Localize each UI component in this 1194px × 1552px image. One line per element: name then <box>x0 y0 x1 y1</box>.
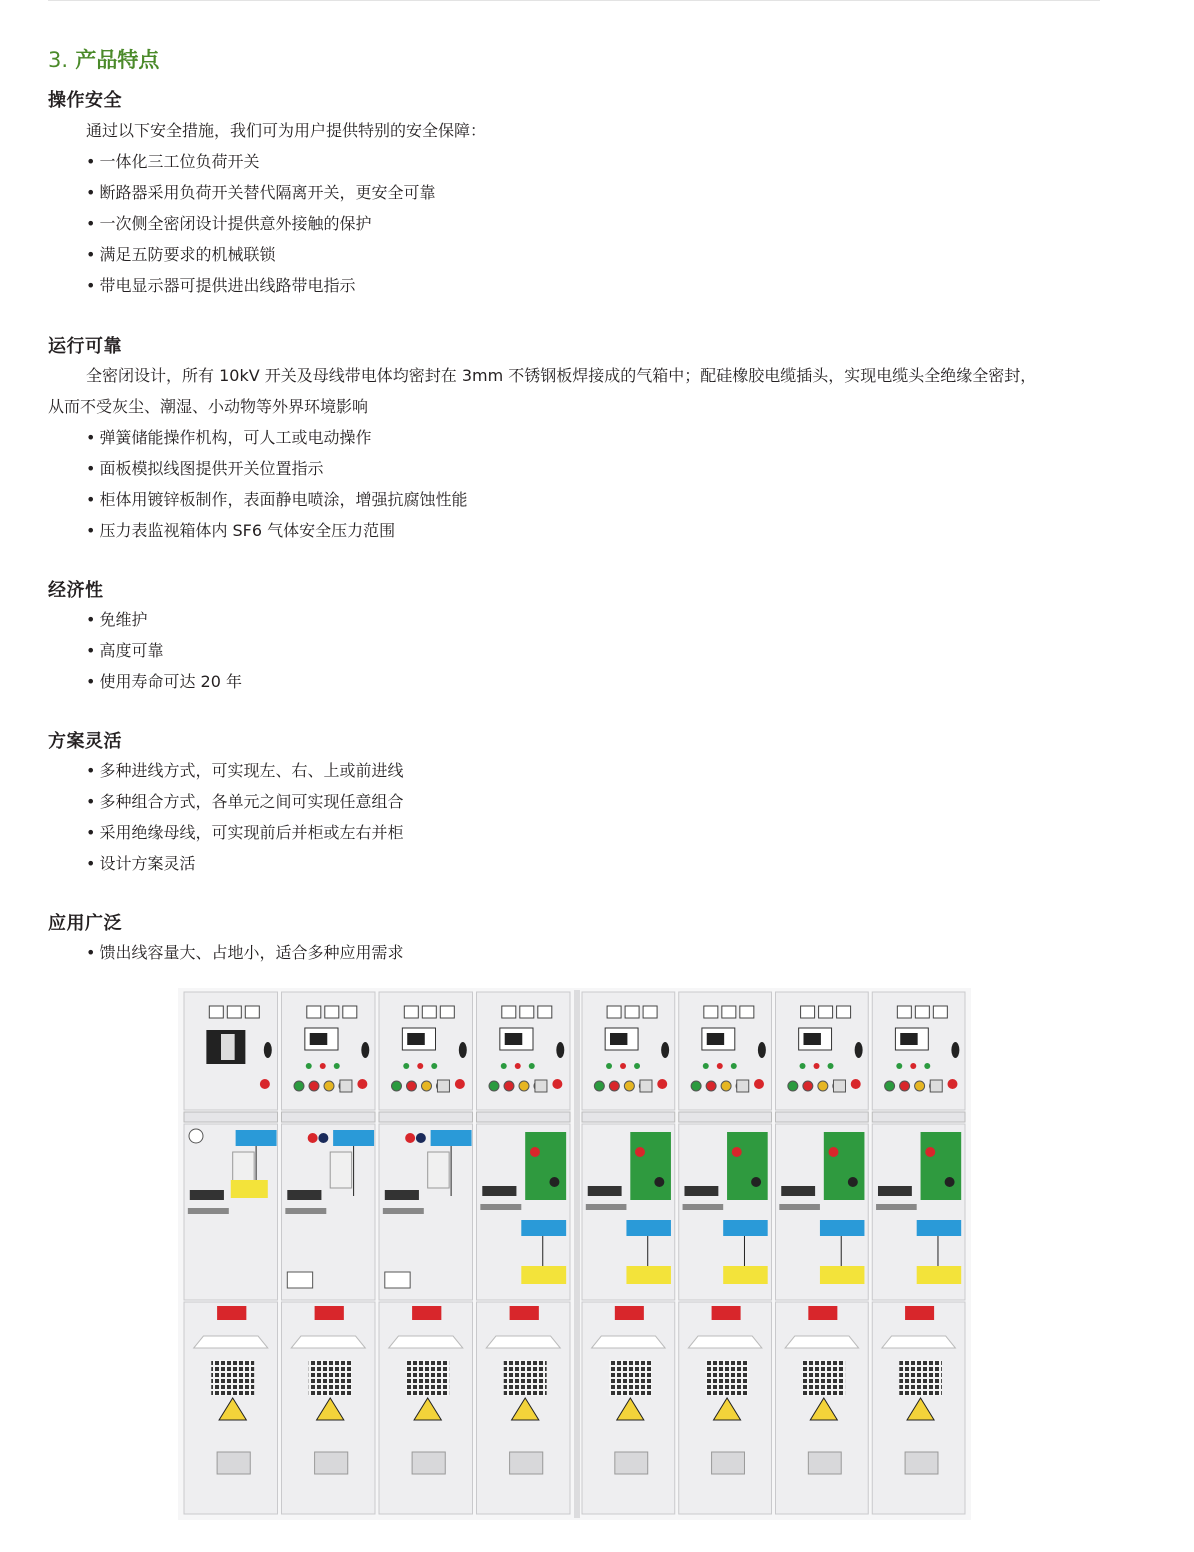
bullet: • 柜体用镀锌板制作，表面静电喷涂，增强抗腐蚀性能 <box>86 487 467 510</box>
position-indicator <box>482 1186 516 1196</box>
bullet: • 一体化三工位负荷开关 <box>86 149 259 172</box>
door-handle <box>951 1042 959 1058</box>
selector-switch <box>340 1080 352 1092</box>
equipment-nameplate <box>905 1452 938 1474</box>
bullet: • 免维护 <box>86 607 147 630</box>
door-handle <box>459 1042 467 1058</box>
nameplate-strip <box>383 1208 424 1214</box>
door-handle <box>661 1042 669 1058</box>
control-button <box>788 1081 798 1091</box>
danger-sign <box>712 1306 741 1320</box>
cabinet <box>776 992 869 1514</box>
status-indicator <box>828 1147 838 1157</box>
heading-flexible-scheme: 方案灵活 <box>48 731 122 752</box>
status-indicator <box>308 1133 318 1143</box>
indicator-lamp <box>814 1063 820 1069</box>
indicator-lamp <box>910 1063 916 1069</box>
selector-switch <box>535 1080 547 1092</box>
test-socket <box>385 1272 410 1288</box>
meter-icon <box>897 1006 911 1018</box>
label-strip <box>872 1112 965 1122</box>
warning-plate <box>820 1266 865 1284</box>
operating-shaft <box>945 1177 955 1187</box>
ventilation-grille <box>504 1360 547 1396</box>
nameplate-strip <box>586 1204 627 1210</box>
cabinet <box>582 992 675 1514</box>
position-indicator <box>781 1186 815 1196</box>
control-button <box>915 1081 925 1091</box>
load-switch-plate <box>431 1130 472 1146</box>
indicator-lamp <box>620 1063 626 1069</box>
label-strip <box>582 1112 675 1122</box>
cabinet <box>477 992 571 1514</box>
mimic-diagram-plate <box>727 1132 768 1200</box>
meter-icon <box>227 1006 241 1018</box>
cabinet-row <box>184 990 965 1518</box>
danger-sign <box>412 1306 441 1320</box>
operating-shaft <box>654 1177 664 1187</box>
indicator-lamp <box>703 1063 709 1069</box>
emergency-button <box>754 1079 764 1089</box>
danger-sign <box>217 1306 246 1320</box>
control-button <box>885 1081 895 1091</box>
position-indicator <box>287 1190 321 1200</box>
cabinet <box>184 992 278 1514</box>
meter-icon <box>422 1006 436 1018</box>
bullet: • 馈出线容量大、占地小，适合多种应用需求 <box>86 940 403 963</box>
position-indicator <box>385 1190 419 1200</box>
indicator-lamp <box>417 1063 423 1069</box>
earthing-plate <box>820 1220 865 1236</box>
bullet: • 带电显示器可提供进出线路带电指示 <box>86 273 355 296</box>
cabinet <box>379 992 473 1514</box>
nameplate-strip <box>285 1208 326 1214</box>
status-indicator <box>530 1147 540 1157</box>
door-handle <box>556 1042 564 1058</box>
label-strip <box>776 1112 869 1122</box>
bullet: • 压力表监视箱体内 SF6 气体安全压力范围 <box>86 518 395 541</box>
meter-icon <box>209 1006 223 1018</box>
indicator-lamp <box>306 1063 312 1069</box>
nameplate-strip <box>480 1204 521 1210</box>
status-indicator <box>635 1147 645 1157</box>
equipment-nameplate <box>315 1452 348 1474</box>
emergency-button <box>455 1079 465 1089</box>
indicator-lamp <box>800 1063 806 1069</box>
emergency-button <box>552 1079 562 1089</box>
heading-reliable-operation: 运行可靠 <box>48 336 122 357</box>
meter-icon <box>915 1006 929 1018</box>
meter-icon <box>933 1006 947 1018</box>
emergency-button <box>357 1079 367 1089</box>
control-button <box>519 1081 529 1091</box>
meter-icon <box>625 1006 639 1018</box>
control-button <box>294 1081 304 1091</box>
lifting-handle <box>291 1336 365 1348</box>
label-strip <box>379 1112 473 1122</box>
position-indicator <box>878 1186 912 1196</box>
indicator-lamp <box>501 1063 507 1069</box>
warning-plate <box>917 1266 962 1284</box>
equipment-nameplate <box>412 1452 445 1474</box>
control-button <box>803 1081 813 1091</box>
emergency-button <box>947 1079 957 1089</box>
earthing-plate <box>917 1220 962 1236</box>
label-strip <box>184 1112 278 1122</box>
indicator-lamp <box>334 1063 340 1069</box>
lifting-handle <box>785 1336 859 1348</box>
intro-reliable-line2: 从而不受灰尘、潮湿、小动物等外界环境影响 <box>48 397 369 416</box>
meter-icon <box>440 1006 454 1018</box>
heading-operation-safety: 操作安全 <box>48 90 122 111</box>
control-button <box>489 1081 499 1091</box>
danger-sign <box>808 1306 837 1320</box>
indicator-lamp <box>529 1063 535 1069</box>
meter-icon <box>404 1006 418 1018</box>
indicator-lamp <box>924 1063 930 1069</box>
earthing-plate <box>723 1220 768 1236</box>
meter-icon <box>325 1006 339 1018</box>
indicator-lamp <box>320 1063 326 1069</box>
lifting-handle <box>194 1336 268 1348</box>
switchgear-cabinet-photo <box>178 988 971 1520</box>
status-indicator <box>416 1133 426 1143</box>
danger-sign <box>615 1306 644 1320</box>
heading-wide-application: 应用广泛 <box>48 913 122 934</box>
meter-icon <box>607 1006 621 1018</box>
control-button <box>721 1081 731 1091</box>
cabinet <box>282 992 376 1514</box>
door-handle <box>361 1042 369 1058</box>
nameplate-strip <box>779 1204 820 1210</box>
equipment-nameplate <box>712 1452 745 1474</box>
emergency-button <box>851 1079 861 1089</box>
earthing-plate <box>626 1220 671 1236</box>
ventilation-grille <box>803 1360 846 1396</box>
bullet: • 高度可靠 <box>86 638 163 661</box>
status-indicator <box>318 1133 328 1143</box>
load-switch-plate <box>333 1130 374 1146</box>
meter-icon <box>502 1006 516 1018</box>
meter-icon <box>704 1006 718 1018</box>
meter-icon <box>343 1006 357 1018</box>
meter-icon <box>819 1006 833 1018</box>
meter-icon <box>740 1006 754 1018</box>
earthing-plate <box>521 1220 566 1236</box>
control-button <box>624 1081 634 1091</box>
position-indicator <box>190 1190 224 1200</box>
block-seam <box>574 990 580 1518</box>
control-button <box>706 1081 716 1091</box>
lifting-handle <box>486 1336 560 1348</box>
emergency-button <box>260 1079 270 1089</box>
lifting-handle <box>688 1336 762 1348</box>
ventilation-grille <box>706 1360 749 1396</box>
relay-screen <box>610 1033 627 1045</box>
meter-icon <box>801 1006 815 1018</box>
heading-economy: 经济性 <box>48 580 104 601</box>
relay-screen <box>407 1033 425 1045</box>
meter-icon <box>643 1006 657 1018</box>
door-handle <box>758 1042 766 1058</box>
load-switch-plate <box>236 1130 277 1146</box>
bullet: • 弹簧储能操作机构，可人工或电动操作 <box>86 425 371 448</box>
label-strip <box>282 1112 376 1122</box>
section-title-text: 产品特点 <box>75 48 160 72</box>
indicator-lamp <box>403 1063 409 1069</box>
bullet: • 面板模拟线图提供开关位置指示 <box>86 456 323 479</box>
control-button <box>422 1081 432 1091</box>
relay-screen <box>707 1033 724 1045</box>
operating-shaft <box>848 1177 858 1187</box>
control-button <box>392 1081 402 1091</box>
bullet: • 一次侧全密闭设计提供意外接触的保护 <box>86 211 371 234</box>
cabinet <box>679 992 772 1514</box>
danger-sign <box>510 1306 539 1320</box>
test-socket <box>287 1272 312 1288</box>
control-button <box>900 1081 910 1091</box>
operating-shaft <box>751 1177 761 1187</box>
control-button <box>818 1081 828 1091</box>
ventilation-grille <box>211 1360 254 1396</box>
meter-icon <box>245 1006 259 1018</box>
selector-switch <box>737 1080 749 1092</box>
indicator-lamp <box>515 1063 521 1069</box>
instruction-label <box>330 1152 351 1188</box>
meter-icon <box>837 1006 851 1018</box>
indicator-lamp <box>606 1063 612 1069</box>
lifting-handle <box>389 1336 463 1348</box>
intro-reliable-line1: 全密闭设计，所有 10kV 开关及母线带电体均密封在 3mm 不锈钢板焊接成的气箱中；配硅橡胶电缆插头，实现电缆头全绝缘全密封， <box>86 366 1037 385</box>
selector-switch <box>640 1080 652 1092</box>
control-button <box>504 1081 514 1091</box>
section-number: 3. <box>48 48 69 72</box>
equipment-nameplate <box>615 1452 648 1474</box>
relay-screen <box>900 1033 917 1045</box>
meter-icon <box>722 1006 736 1018</box>
equipment-nameplate <box>808 1452 841 1474</box>
meter-icon <box>538 1006 552 1018</box>
selector-switch <box>833 1080 845 1092</box>
operating-shaft <box>549 1177 559 1187</box>
emergency-button <box>657 1079 667 1089</box>
section-title <box>48 44 159 74</box>
bullet: • 采用绝缘母线，可实现前后并柜或左右并柜 <box>86 820 403 843</box>
cabinet <box>872 992 965 1514</box>
equipment-nameplate <box>217 1452 250 1474</box>
meter-icon <box>520 1006 534 1018</box>
ventilation-grille <box>899 1360 942 1396</box>
danger-sign <box>905 1306 934 1320</box>
position-indicator <box>588 1186 622 1196</box>
status-indicator <box>732 1147 742 1157</box>
mimic-diagram-plate <box>921 1132 962 1200</box>
status-indicator <box>405 1133 415 1143</box>
ventilation-grille <box>609 1360 652 1396</box>
indicator-lamp <box>634 1063 640 1069</box>
nameplate-strip <box>188 1208 229 1214</box>
bullet: • 设计方案灵活 <box>86 851 195 874</box>
top-rule <box>48 0 1100 1</box>
lifting-handle <box>882 1336 956 1348</box>
equipment-nameplate <box>510 1452 543 1474</box>
mimic-diagram-plate <box>630 1132 671 1200</box>
relay-screen <box>505 1033 523 1045</box>
pressure-gauge-icon <box>189 1129 203 1143</box>
meter-icon <box>307 1006 321 1018</box>
indicator-lamp <box>896 1063 902 1069</box>
warning-plate <box>231 1180 268 1198</box>
indicator-lamp <box>717 1063 723 1069</box>
indicator-lamp <box>828 1063 834 1069</box>
lifting-handle <box>592 1336 666 1348</box>
ventilation-grille <box>406 1360 449 1396</box>
selector-switch <box>930 1080 942 1092</box>
indicator-lamp <box>731 1063 737 1069</box>
warning-plate <box>723 1266 768 1284</box>
intro-operation-safety: 通过以下安全措施，我们可为用户提供特别的安全保障： <box>86 121 487 140</box>
nameplate-strip <box>683 1204 724 1210</box>
indicator-lamp <box>431 1063 437 1069</box>
ventilation-grille <box>309 1360 352 1396</box>
bullet: • 多种进线方式，可实现左、右、上或前进线 <box>86 758 403 781</box>
warning-plate <box>626 1266 671 1284</box>
control-button <box>594 1081 604 1091</box>
bullet: • 断路器采用负荷开关替代隔离开关，更安全可靠 <box>86 180 435 203</box>
instruction-label <box>428 1152 449 1188</box>
control-button <box>407 1081 417 1091</box>
status-indicator <box>925 1147 935 1157</box>
breaker-label <box>221 1034 235 1060</box>
label-strip <box>679 1112 772 1122</box>
bullet: • 满足五防要求的机械联锁 <box>86 242 275 265</box>
control-button <box>309 1081 319 1091</box>
control-button <box>691 1081 701 1091</box>
selector-switch <box>437 1080 449 1092</box>
control-button <box>324 1081 334 1091</box>
control-button <box>609 1081 619 1091</box>
position-indicator <box>684 1186 718 1196</box>
door-handle <box>855 1042 863 1058</box>
danger-sign <box>315 1306 344 1320</box>
bullet: • 多种组合方式，各单元之间可实现任意组合 <box>86 789 403 812</box>
mimic-diagram-plate <box>525 1132 566 1200</box>
bullet: • 使用寿命可达 20 年 <box>86 669 242 692</box>
nameplate-strip <box>876 1204 917 1210</box>
relay-screen <box>310 1033 328 1045</box>
mimic-diagram-plate <box>824 1132 865 1200</box>
label-strip <box>477 1112 571 1122</box>
relay-screen <box>803 1033 820 1045</box>
door-handle <box>264 1042 272 1058</box>
warning-plate <box>521 1266 566 1284</box>
